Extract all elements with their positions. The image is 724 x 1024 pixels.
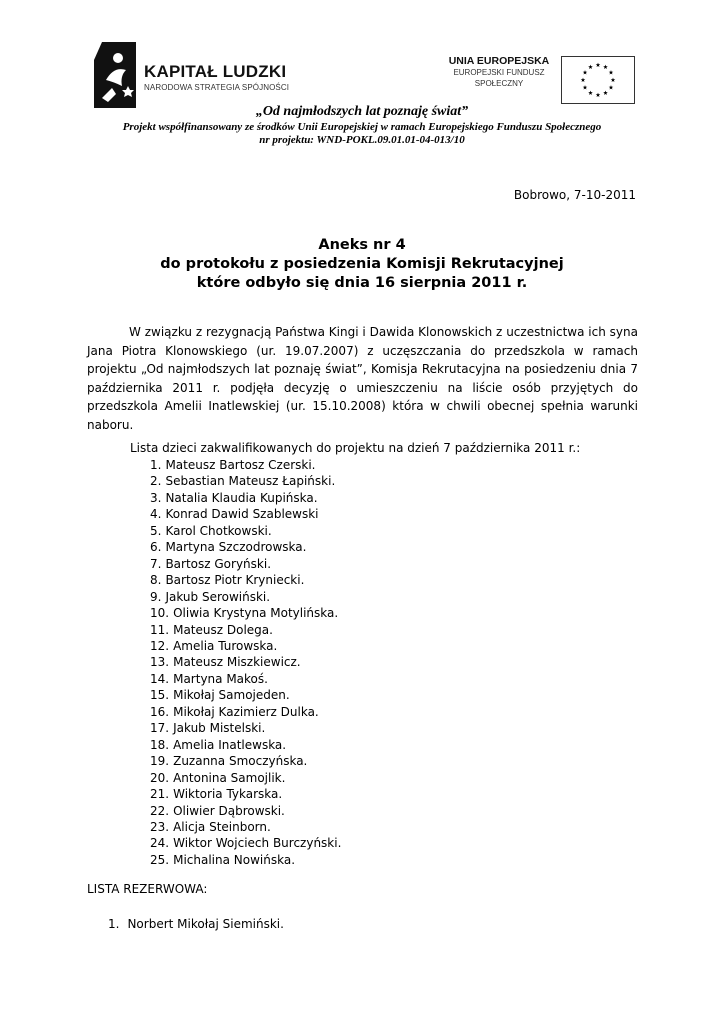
body-paragraph — [87, 323, 638, 434]
list-item-number: 7. — [150, 556, 162, 571]
list-item-number: 19. — [150, 754, 170, 769]
list-item-number: 22. — [150, 803, 170, 818]
list-item-name: Mikołaj Kazimierz Dulka. — [173, 704, 319, 719]
project-funding-line: Projekt współfinansowany ze środków Unii Europejskiej w ramach Europejskiego Funduszu Społecznego — [122, 121, 602, 133]
list-item-number: 1. — [108, 917, 120, 931]
eu-star-icon — [603, 91, 608, 95]
list-item — [150, 556, 341, 572]
eu-star-icon — [583, 85, 588, 89]
list-item-number: 12. — [150, 638, 170, 653]
eu-star-icon — [588, 65, 593, 69]
list-item-number: 24. — [150, 836, 170, 851]
list-item-number: 15. — [150, 688, 170, 703]
project-number: nr projektu: WND-POKL.09.01.01-04-013/10 — [259, 134, 465, 146]
eu-star-icon — [596, 93, 601, 97]
list-item-number: 23. — [150, 819, 170, 834]
list-item-number: 1. — [150, 458, 162, 472]
place-and-date: Bobrowo, 7-10-2011 — [513, 188, 636, 202]
list-item — [150, 720, 341, 736]
reserve-list-heading: LISTA REZERWOWA: — [87, 882, 208, 896]
document-title — [80, 236, 644, 293]
list-item — [150, 523, 341, 539]
list-item-number: 18. — [150, 737, 170, 752]
list-item-name: Martyna Makoś. — [173, 671, 268, 686]
title-line-1: Aneks nr 4 — [318, 237, 406, 253]
list-item-number: 14. — [150, 671, 170, 686]
qualified-children-list — [150, 457, 341, 868]
kapital-ludzki-subtitle: NARODOWA STRATEGIA SPÓJNOŚCI — [144, 83, 290, 92]
list-item-name: Jakub Serowiński. — [165, 589, 271, 604]
eu-star-icon — [611, 78, 616, 82]
list-item-number: 17. — [150, 721, 170, 736]
list-item-number: 21. — [150, 787, 170, 802]
list-item-name: Martyna Szczodrowska. — [165, 540, 307, 555]
eu-star-icon — [588, 91, 593, 95]
list-item-name: Mateusz Bartosz Czerski. — [165, 458, 316, 472]
list-item-number: 4. — [150, 507, 162, 522]
list-item — [150, 622, 341, 638]
title-line-3: które odbyło się dnia 16 sierpnia 2011 r. — [196, 275, 528, 291]
list-item-name: Amelia Inatlewska. — [173, 737, 287, 752]
list-item-number: 8. — [150, 573, 162, 588]
list-item — [150, 654, 341, 670]
list-item-name: Karol Chotkowski. — [165, 523, 272, 538]
list-item-name: Jakub Mistelski. — [173, 721, 266, 736]
list-item-name: Oliwier Dąbrowski. — [173, 803, 285, 818]
list-item-name: Wiktoria Tykarska. — [173, 787, 283, 802]
title-line-2: do protokołu z posiedzenia Komisji Rekrutacyjnej — [160, 256, 564, 272]
reserve-list — [108, 917, 284, 931]
list-item — [150, 770, 341, 786]
list-item — [150, 753, 341, 769]
kapital-ludzki-logo — [92, 40, 312, 110]
kapital-ludzki-title: KAPITAŁ LUDZKI — [144, 62, 287, 81]
list-item-name: Konrad Dawid Szablewski — [165, 507, 319, 522]
list-item — [150, 457, 341, 473]
list-item-name: Mikołaj Samojeden. — [173, 688, 290, 703]
eu-star-icon — [609, 70, 614, 74]
list-item — [150, 506, 341, 522]
list-item-name: Oliwia Krystyna Motylińska. — [173, 606, 339, 621]
list-item — [150, 473, 341, 489]
eu-star-icon — [581, 78, 586, 82]
list-item-number: 10. — [150, 606, 170, 621]
list-item — [150, 819, 341, 835]
project-motto: „Od najmłodszych lat poznaję świat” — [255, 104, 469, 119]
list-item — [150, 572, 341, 588]
eu-flag-icon — [561, 56, 635, 104]
eu-star-icon — [596, 63, 601, 67]
list-item-number: 3. — [150, 490, 162, 505]
list-item-name: Michalina Nowińska. — [173, 852, 296, 867]
list-item — [150, 835, 341, 851]
project-header — [40, 103, 684, 147]
list-item-name: Amelia Turowska. — [173, 638, 278, 653]
list-item-number: 6. — [150, 540, 162, 555]
list-item-name: Bartosz Goryński. — [165, 556, 272, 571]
list-item-number: 13. — [150, 655, 170, 670]
list-item — [150, 852, 341, 868]
list-item-name: Wiktor Wojciech Burczyński. — [173, 836, 342, 851]
list-item-number: 2. — [150, 474, 162, 489]
ue-line-1: EUROPEJSKI FUNDUSZ — [453, 68, 545, 77]
kapital-ludzki-emblem-icon — [92, 40, 138, 110]
list-item-name: Mateusz Miszkiewicz. — [173, 655, 301, 670]
list-item-name: Mateusz Dolega. — [173, 622, 273, 637]
eu-star-icon — [609, 85, 614, 89]
list-item-name: Zuzanna Smoczyńska. — [173, 754, 308, 769]
list-item-number: 16. — [150, 704, 170, 719]
body-paragraph-text: W związku z rezygnacją Państwa Kingi i Dawida Klonowskich z uczestnictwa ich syna Jana Piotra Klonowskiego (ur. 19.07.2007) z uczęszczania do przedszkola w ramach projektu „Od najmłodszych lat poznaję świat”, Komisja Rekrutacyjna na posiedzeniu dnia 7 października 2011 r. podjęła decyzję o umieszczeniu na liście osób przyjętych do przedszkola Amelii Inatlewskiej (ur. 15.10.2008) która w chwili obecnej spełnia warunki naboru. — [87, 325, 638, 432]
ue-title: UNIA EUROPEJSKA — [448, 55, 550, 67]
list-item — [150, 803, 341, 819]
list-item-name: Antonina Samojlik. — [173, 770, 286, 785]
list-item-name: Natalia Klaudia Kupińska. — [165, 490, 318, 505]
list-item — [150, 737, 341, 753]
list-item — [150, 605, 341, 621]
eu-star-icon — [583, 70, 588, 74]
list-item-name: Sebastian Mateusz Łapiński. — [165, 474, 336, 489]
list-item — [150, 687, 341, 703]
list-item — [150, 704, 341, 720]
list-item — [150, 671, 341, 687]
ue-line-2: SPOŁECZNY — [474, 79, 524, 88]
list-item — [150, 786, 341, 802]
unia-europejska-text — [440, 56, 558, 89]
list-item-number: 5. — [150, 523, 162, 538]
list-item — [150, 539, 341, 555]
list-item — [150, 589, 341, 605]
list-item — [150, 490, 341, 506]
list-item — [150, 638, 341, 654]
list-item-name: Alicja Steinborn. — [173, 819, 271, 834]
list-item-number: 20. — [150, 770, 170, 785]
list-item-number: 25. — [150, 852, 170, 867]
list-item-name: Norbert Mikołaj Siemiński. — [127, 917, 284, 931]
list-item — [108, 917, 284, 931]
list-item-name: Bartosz Piotr Kryniecki. — [165, 573, 305, 588]
list-intro: Lista dzieci zakwalifikowanych do projektu na dzień 7 października 2011 r.: — [130, 441, 581, 455]
list-item-number: 9. — [150, 589, 162, 604]
list-item-number: 11. — [150, 622, 170, 637]
eu-star-icon — [603, 65, 608, 69]
